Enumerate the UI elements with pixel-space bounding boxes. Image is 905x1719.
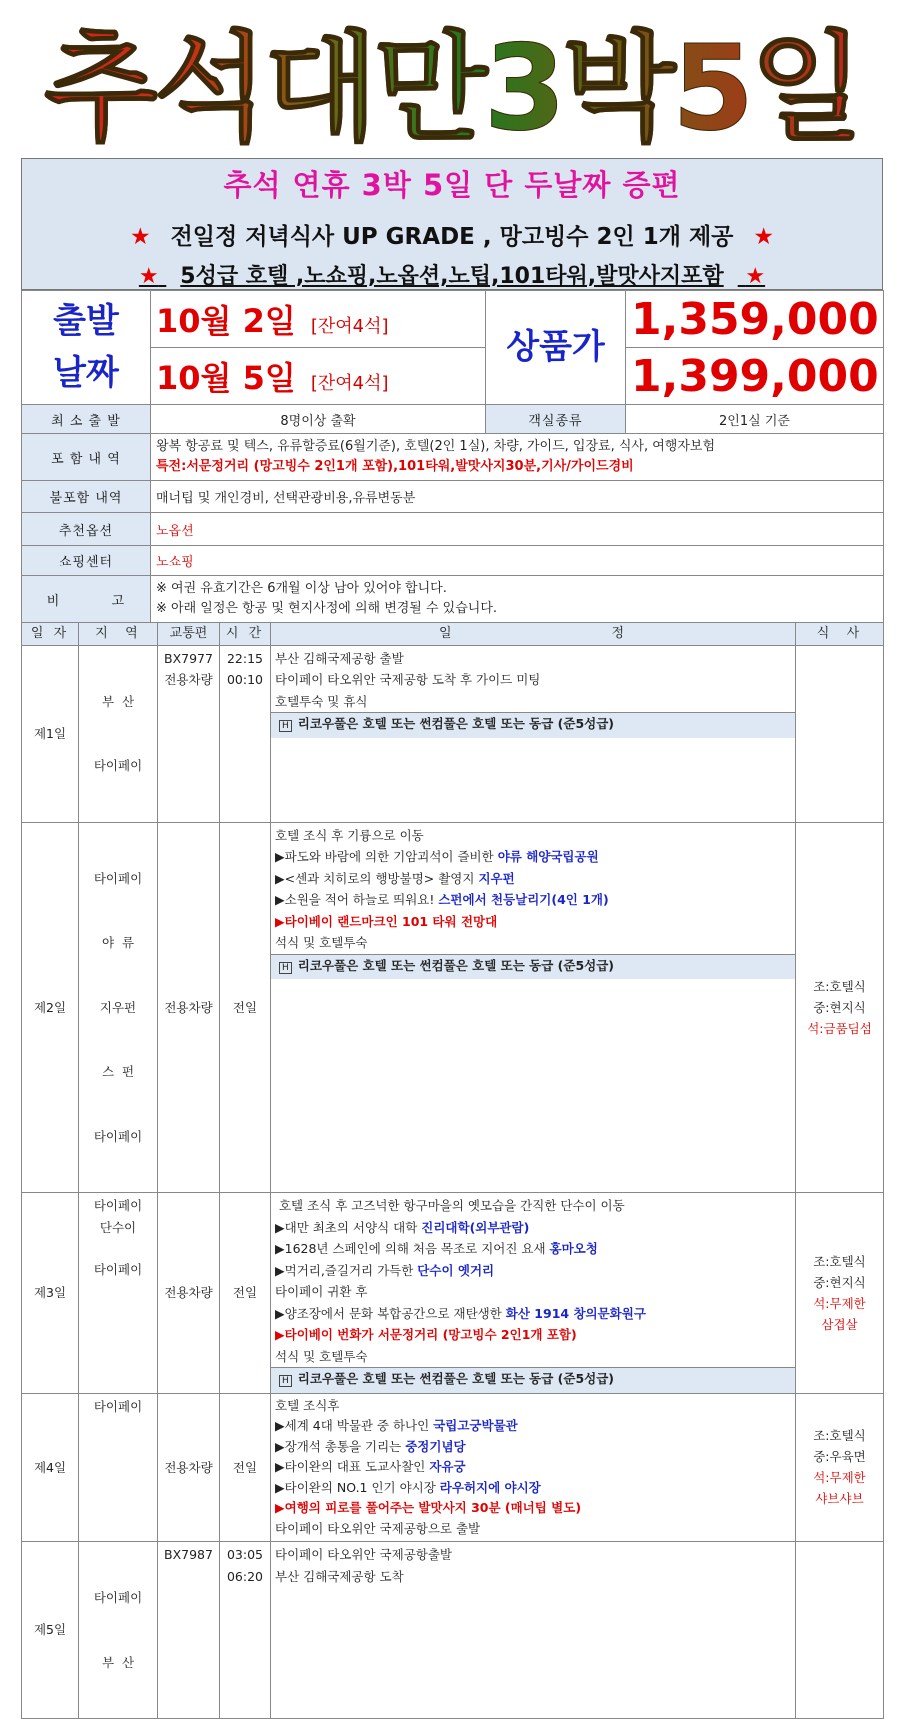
itinerary-day-5 <box>22 1542 884 1719</box>
itinerary-day-2 <box>22 822 884 1193</box>
star-icon: ★ <box>753 224 775 250</box>
departure-label-1: 출발 <box>53 301 119 342</box>
day-plan <box>271 1193 796 1394</box>
headline-sub2 <box>22 259 882 290</box>
region-item: 타이페이 <box>93 1198 143 1213</box>
price-label: 상품가 <box>486 291 626 405</box>
plan-line: 석식 및 호텔투숙 <box>275 1348 368 1364</box>
time-item: 00:10 <box>226 672 264 687</box>
hotel-icon: H <box>279 720 292 732</box>
meal-item: 석:금품딤섬 <box>807 1020 872 1036</box>
region-item: 타이페이 <box>93 1128 143 1144</box>
included-label: 포 함 내 역 <box>22 434 151 481</box>
day-transport: BX7987 <box>158 1542 220 1719</box>
seats-left: [잔여4석] <box>310 316 389 337</box>
meal-item: 석:무제한 <box>813 1470 866 1486</box>
star-icon: ★ <box>129 224 151 250</box>
headline-sub1-text: 전일정 저녁식사 UP GRADE , 망고빙수 2인 1개 제공 <box>170 224 734 250</box>
day-time: 전일 <box>220 1393 271 1542</box>
option-value: 노옵션 <box>151 513 884 546</box>
headline-main: 추석 연휴 3박 5일 단 두날짜 증편 <box>223 168 681 202</box>
info-table <box>21 404 884 623</box>
date-value: 10월 5일 <box>156 359 296 397</box>
meal-item: 중:현지식 <box>813 999 866 1015</box>
header-transport: 교통편 <box>158 623 220 646</box>
time-item: 06:20 <box>226 1568 264 1584</box>
day-label: 제5일 <box>22 1542 79 1719</box>
plan-line: ▶타이베이 번화가 서문정거리 (망고빙수 2인1개 포함) <box>275 1327 577 1342</box>
plan-line: ▶타이완의 NO.1 인기 야시장 라우허지에 야시장 <box>275 1479 541 1495</box>
price-1: 1,359,000 <box>626 291 884 348</box>
region-item: 단수이 <box>99 1219 137 1235</box>
day-meal <box>796 645 884 822</box>
plan-line: ▶1628년 스페인에 의해 처음 목조로 지어진 요새 홍마오청 <box>275 1241 598 1256</box>
hotel-note <box>271 954 795 980</box>
hotel-note <box>271 1367 795 1393</box>
itinerary-day-3 <box>22 1193 884 1394</box>
day-region <box>79 1542 158 1719</box>
meal-item: 중:현지식 <box>813 1274 866 1290</box>
plan-line: ▶파도와 바람에 의한 기암괴석이 즐비한 야류 해양국립공원 <box>275 849 599 864</box>
hotel-icon: H <box>279 962 292 974</box>
hotel-note-text: 리코우풀은 호텔 또는 썬컴풀은 호텔 또는 동급 (준5성급) <box>297 716 615 731</box>
plan-line: 부산 김해국제공항 출발 <box>275 650 404 666</box>
day-plan <box>271 822 796 1193</box>
day-label: 제1일 <box>22 645 79 822</box>
price-2: 1,399,000 <box>626 348 884 405</box>
day-region: 타이페이 <box>79 1393 158 1542</box>
date-value: 10월 2일 <box>156 302 296 340</box>
departure-date-1 <box>151 291 486 348</box>
remarks-value <box>151 576 884 623</box>
remark-line: ※ 아래 일정은 항공 및 현지사정에 의해 변경될 수 있습니다. <box>156 601 498 616</box>
plan-line: 타이페이 타오위안 국제공항 도착 후 가이드 미팅 <box>275 672 541 687</box>
seats-left: [잔여4석] <box>310 373 389 394</box>
remark-line: ※ 여권 유효기간은 6개월 이상 남아 있어야 합니다. <box>156 581 447 596</box>
time-item: 03:05 <box>226 1547 264 1562</box>
headline-box <box>21 158 883 290</box>
header-time: 시 간 <box>220 623 271 646</box>
meal-item: 샤브샤브 <box>815 1491 864 1507</box>
plan-line: ▶타이베이 랜드마크인 101 타워 전망대 <box>275 913 498 929</box>
region-item: 스 펀 <box>101 1064 135 1079</box>
star-icon: ★ <box>745 264 766 289</box>
plan-line: 타이페이 귀환 후 <box>275 1284 368 1299</box>
plan-line: ▶장개석 총통을 기리는 중정기념당 <box>275 1438 466 1454</box>
day-region <box>79 1193 158 1394</box>
day-time <box>220 1542 271 1719</box>
hotel-note-text: 리코우풀은 호텔 또는 썬컴풀은 호텔 또는 동급 (준5성급) <box>297 1371 615 1386</box>
itinerary-header <box>22 623 884 646</box>
plan-line: 호텔 조식 후 고즈넉한 항구마을의 옛모습을 간직한 단수이 이동 <box>275 1198 625 1213</box>
region-item: 부 산 <box>101 1654 135 1670</box>
day-transport: 전용차량 <box>158 1193 220 1394</box>
day-meal <box>796 1542 884 1719</box>
plan-line: 호텔 조식후 <box>275 1397 340 1413</box>
header-schedule: 일 정 <box>271 623 796 646</box>
day-meal <box>796 1193 884 1394</box>
header-meal: 식 사 <box>796 623 884 646</box>
meal-item: 조:호텔식 <box>813 1428 866 1444</box>
day-time: 전일 <box>220 822 271 1193</box>
plan-line: 타이페이 타오위안 국제공항으로 출발 <box>275 1520 481 1536</box>
region-item: 부 산 <box>101 693 135 709</box>
excluded-value: 매너팁 및 개인경비, 선택관광비용,유류변동분 <box>151 481 884 513</box>
included-line: 왕복 항공료 및 텍스, 유류할증료(6월기준), 호텔(2인 1실), 차량, 가이드, 입장료, 식사, 여행자보험 <box>156 439 716 454</box>
hotel-note-text: 리코우풀은 호텔 또는 썬컴풀은 호텔 또는 동급 (준5성급) <box>297 957 615 973</box>
day-meal <box>796 822 884 1193</box>
banner <box>18 18 886 158</box>
day-region <box>79 645 158 822</box>
region-item: 타이페이 <box>93 758 143 773</box>
room-type-value: 2인1실 기준 <box>626 405 884 434</box>
plan-line: 석식 및 호텔투숙 <box>275 935 368 950</box>
headline-sub2-text: 5성급 호텔 ,노쇼핑,노옵션,노팁,101타워,발맛사지포함 <box>180 264 724 289</box>
day-plan <box>271 645 796 822</box>
day-transport <box>158 645 220 822</box>
meal-item: 조:호텔식 <box>813 1253 866 1269</box>
plan-line: ▶타이완의 대표 도교사찰인 자유궁 <box>275 1459 466 1474</box>
plan-line: 타이페이 타오위안 국제공항출발 <box>275 1547 452 1562</box>
meal-item: 조:호텔식 <box>813 978 866 994</box>
day-label: 제2일 <box>22 822 79 1193</box>
day-label: 제4일 <box>22 1393 79 1542</box>
departure-date-2 <box>151 348 486 405</box>
day-plan <box>271 1393 796 1542</box>
transport-item: BX7977 <box>164 650 213 666</box>
meal-item: 삼겹살 <box>821 1316 858 1332</box>
plan-line: ▶소원을 적어 하늘로 띄워요! 스펀에서 천등날리기(4인 1개) <box>275 892 609 907</box>
day-time <box>220 645 271 822</box>
option-label: 추천옵션 <box>22 513 151 546</box>
day-transport: 전용차량 <box>158 1393 220 1542</box>
day-region <box>79 822 158 1193</box>
meal-item: 중:우육면 <box>813 1449 866 1465</box>
plan-line: 호텔 조식 후 기륭으로 이동 <box>275 827 424 843</box>
itinerary-day-4 <box>22 1393 884 1542</box>
room-type-label: 객실종류 <box>486 405 626 434</box>
day-time: 전일 <box>220 1193 271 1394</box>
plan-line: 부산 김해국제공항 도착 <box>275 1568 404 1584</box>
included-value <box>151 434 884 481</box>
itinerary-table <box>21 622 884 1719</box>
plan-line: ▶양조장에서 문화 복합공간으로 재탄생한 화산 1914 창의문화원구 <box>275 1305 646 1321</box>
region-item: 지우펀 <box>99 999 137 1015</box>
plan-line: ▶<센과 치히로의 행방불명> 촬영지 지우펀 <box>275 870 515 886</box>
departure-label <box>22 291 151 405</box>
region-item: 타이페이 <box>93 870 143 886</box>
itinerary-day-1 <box>22 645 884 822</box>
plan-line: ▶대만 최초의 서양식 대학 진리대학(외부관람) <box>275 1219 530 1235</box>
headline-sub1 <box>22 218 882 251</box>
time-item: 22:15 <box>226 650 264 666</box>
day-plan <box>271 1542 796 1719</box>
min-depart-value: 8명이상 출확 <box>151 405 486 434</box>
plan-line: ▶여행의 피로를 풀어주는 발맛사지 30분 (매너팁 별도) <box>275 1500 582 1515</box>
header-day: 일 자 <box>22 623 79 646</box>
day-transport: 전용차량 <box>158 822 220 1193</box>
day-label: 제3일 <box>22 1193 79 1394</box>
header-region: 지 역 <box>79 623 158 646</box>
remarks-label: 비 고 <box>22 576 151 623</box>
transport-item: 전용차량 <box>164 672 213 687</box>
day-meal <box>796 1393 884 1542</box>
plan-line: 호텔투숙 및 휴식 <box>275 693 368 709</box>
star-icon: ★ <box>138 264 159 289</box>
hotel-icon: H <box>279 1375 292 1387</box>
shopping-label: 쇼핑센터 <box>22 546 151 576</box>
meal-item: 석:무제한 <box>813 1295 866 1311</box>
banner-title: 추석대만3박5일 <box>18 18 886 158</box>
departure-label-2: 날짜 <box>53 352 119 393</box>
plan-line: ▶먹거리,즐길거리 가득한 단수이 옛거리 <box>275 1262 495 1278</box>
region-item: 타이페이 <box>93 1590 143 1605</box>
departure-price-table <box>21 290 884 405</box>
region-item: 타이페이 <box>93 1262 143 1277</box>
included-bonus: 특전:서문정거리 (망고빙수 2인1개 포함),101타워,발맛사지30분,기사/가이드경비 <box>156 459 634 474</box>
excluded-label: 불포함 내역 <box>22 481 151 513</box>
shopping-value: 노쇼핑 <box>151 546 884 576</box>
hotel-note <box>271 712 795 738</box>
min-depart-label: 최 소 출 발 <box>22 405 151 434</box>
plan-line: ▶세계 4대 박물관 중 하나인 국립고궁박물관 <box>275 1418 518 1433</box>
region-item: 야 류 <box>101 935 135 950</box>
